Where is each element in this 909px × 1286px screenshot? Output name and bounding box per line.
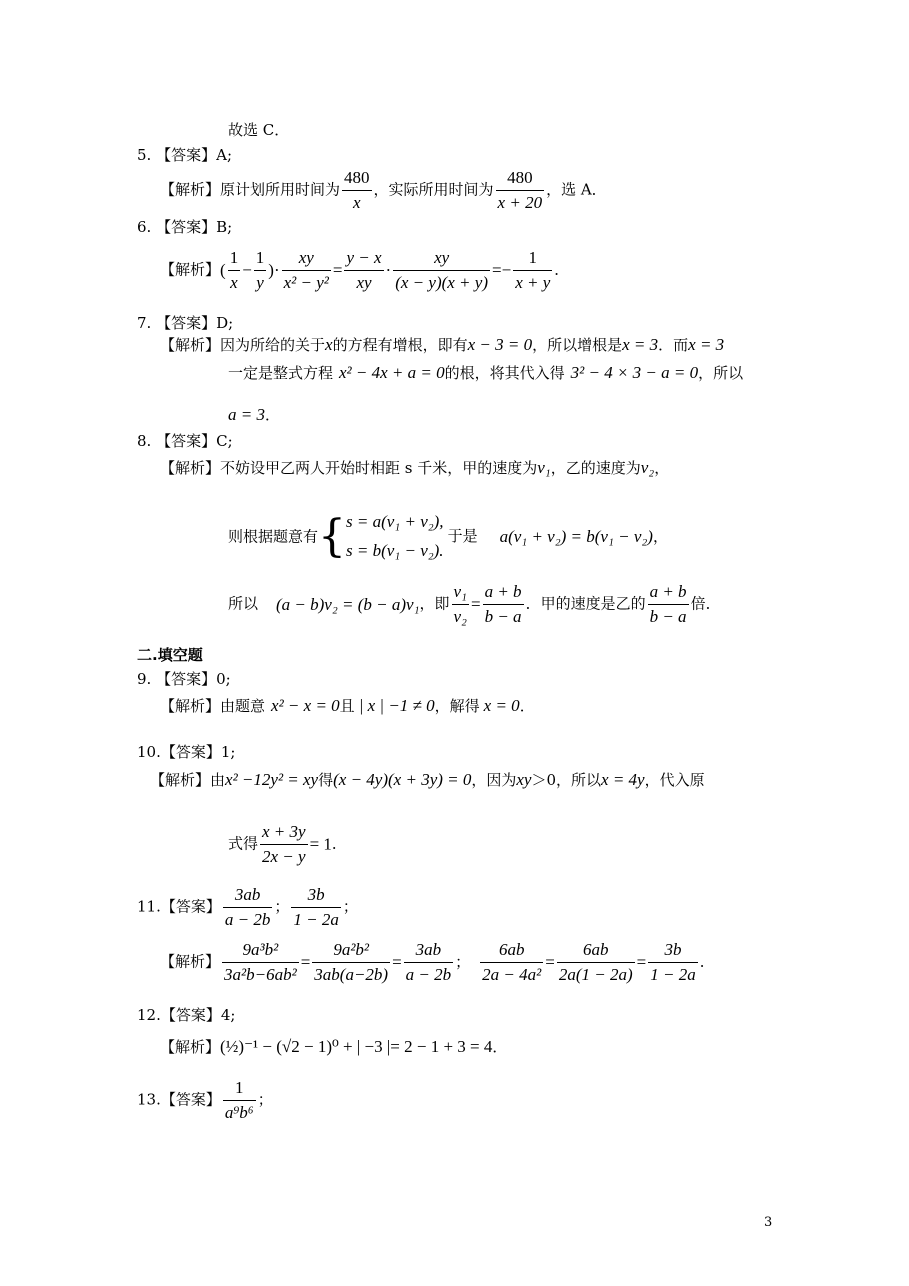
q6-frac-xy: $\frac{xy}{\text{x² − y²}}$	[283, 248, 329, 292]
q8-answer-line	[137, 434, 233, 449]
q10-analysis-label: 【解析】	[150, 771, 211, 789]
q7-analysis-line2: 一定是整式方程 x² − 4x + a = 0的根，将其代入得 3² − 4 × 3 − a = 0，所以	[228, 363, 744, 382]
q10-answer-line	[137, 745, 235, 760]
q9-answer: 0;	[216, 670, 231, 688]
q12-analysis-label: 【解析】	[160, 1038, 221, 1056]
q8-number: 8.	[137, 432, 152, 450]
q8-frac-ab: $\frac{a + b}{b - a}$	[484, 582, 522, 626]
q6-number: 6.	[137, 218, 152, 236]
q6-frac-1x: $\frac{1}{x}$	[229, 248, 239, 292]
q12-answer: 4;	[220, 1006, 236, 1024]
q8-analysis-line3: 所以 (a − b)v₂ = (b − a)v₁，即 $\frac{\text{v₁}}{\text{v₂}}$ = $\frac{a + b}{b - a}$ ．甲的速度是乙的 $\frac{a + b}{b - a}$ 倍．	[228, 582, 721, 626]
q6-frac-1y: $\frac{1}{y}$	[255, 248, 265, 292]
q12-analysis: 【解析】(½)⁻¹ − (√2 − 1)⁰ + | −3 |= 2 − 1 + 3 = 4．	[160, 1037, 508, 1056]
q5-frac2: $\frac{480}{x + 20}$	[497, 168, 543, 212]
q6-frac-ymx: $\frac{y - x}{xy}$	[346, 248, 382, 292]
q12-answer-label: 【答案】	[160, 1006, 221, 1024]
guxuan-text: 故选 C．	[228, 121, 290, 139]
q7-analysis-label: 【解析】	[160, 336, 221, 354]
q11-answer-frac1: $\frac{3ab}{a - 2b}$	[224, 885, 271, 929]
q13-answer-line: 13.【答案】 $\frac{1}{\text{a⁹b⁶}}$ ；	[137, 1078, 273, 1122]
q12-number: 12.	[137, 1006, 161, 1024]
q8-answer: C;	[216, 432, 233, 450]
q7-analysis-line1: 【解析】因为所给的关于x的方程有增根，即有x − 3 = 0，所以增根是x = 3．而x = 3	[160, 335, 725, 354]
q6-frac-result: $\frac{1}{x + y}$	[515, 248, 551, 292]
q5-number: 5.	[137, 146, 152, 164]
q6-answer: B;	[216, 218, 233, 236]
q6-answer-label: 【答案】	[156, 218, 217, 236]
q8-analysis-label: 【解析】	[160, 459, 221, 477]
q5-text: 原计划所用时间为	[220, 180, 341, 199]
q8-analysis-line1: 【解析】不妨设甲乙两人开始时相距 s 千米，甲的速度为v₁，乙的速度为v₂，	[160, 458, 670, 477]
section-title-fill-blank: 二.填空题	[137, 646, 203, 664]
q8-analysis-line2: 则根据题意有{ s = a(v₁ + v₂), s = b(v₁ − v₂). 于是 a(v₁ + v₂) = b(v₁ − v₂)，	[228, 508, 668, 566]
q12-answer-line	[137, 1008, 235, 1023]
q9-analysis-label: 【解析】	[160, 697, 221, 715]
q11-answer-label: 【答案】	[160, 897, 221, 916]
q11-frac-f: $\frac{3b}{1 - 2a}$	[650, 940, 696, 984]
q8-answer-label: 【答案】	[156, 432, 217, 450]
q6-analysis: 【解析】( $\frac{1}{x}$ − $\frac{1}{y}$ )· $\frac{xy}{\text{x² − y²}}$ = $\frac{y - x}{xy}$ · $\frac{xy}{(x - y)(x + y)}$ =− $\frac{1}{x + y}$ ．	[160, 248, 570, 292]
q5-frac1: $\frac{480}{x}$	[344, 168, 370, 212]
q10-frac: $\frac{x + 3y}{2x - y}$	[262, 822, 306, 866]
q7-answer-label: 【答案】	[156, 314, 217, 332]
q10-answer-label: 【答案】	[160, 743, 221, 761]
q7-number: 7.	[137, 314, 152, 332]
q11-frac-a: $\frac{\text{9a³b²}}{\text{3a²b−6ab²}}$	[224, 940, 297, 984]
q13-number: 13.	[137, 1090, 161, 1109]
q5-answer: A;	[216, 146, 232, 164]
q11-analysis-label: 【解析】	[160, 952, 221, 971]
q11-frac-b: $\frac{\text{9a²b²}}{3ab(a-2b)}$	[314, 940, 389, 984]
q11-frac-e: $\frac{6ab}{2a(1 - 2a)}$	[558, 940, 633, 984]
q5-answer-label: 【答案】	[156, 146, 217, 164]
q6-frac-den2: $\frac{xy}{(x - y)(x + y)}$	[395, 248, 488, 292]
q9-analysis: 【解析】由题意 x² − x = 0且 | x | −1 ≠ 0，解得 x = 0．	[160, 696, 535, 715]
q11-answer-frac2: $\frac{3b}{1 - 2a}$	[293, 885, 339, 929]
q10-answer: 1;	[220, 743, 236, 761]
q10-analysis-line2: 式得 $\frac{x + 3y}{2x - y}$ = 1．	[228, 822, 347, 866]
q10-number: 10.	[137, 743, 161, 761]
q6-answer-line	[137, 220, 232, 235]
q7-answer-line	[137, 316, 233, 331]
q11-frac-c: $\frac{3ab}{a - 2b}$	[405, 940, 452, 984]
q11-frac-d: $\frac{6ab}{\text{2a − 4a²}}$	[482, 940, 542, 984]
q9-answer-label: 【答案】	[156, 670, 217, 688]
q7-answer: D;	[216, 314, 234, 332]
q5-text3: ，选 A．	[546, 180, 607, 199]
q5-analysis	[160, 168, 607, 212]
q5-text2: ，实际所用时间为	[373, 180, 494, 199]
q7-analysis-line3: a = 3．	[228, 405, 280, 424]
page-number: 3	[764, 1215, 773, 1230]
q8-frac-v: $\frac{\text{v₁}}{\text{v₂}}$	[453, 582, 467, 626]
q6-analysis-label: 【解析】	[160, 260, 221, 279]
q11-number: 11.	[137, 897, 161, 916]
q8-system: s = a(v₁ + v₂), s = b(v₁ − v₂).	[346, 512, 444, 560]
q13-answer-frac: $\frac{1}{\text{a⁹b⁶}}$	[224, 1078, 254, 1122]
q8-frac-ab2: $\frac{a + b}{b - a}$	[649, 582, 687, 626]
q11-answer-line: 11.【答案】 $\frac{3ab}{a - 2b}$ ； $\frac{3b}{1 - 2a}$ ；	[137, 885, 358, 929]
q13-answer-label: 【答案】	[160, 1090, 221, 1109]
q11-analysis: 【解析】 $\frac{\text{9a³b²}}{\text{3a²b−6ab²}}$ = $\frac{\text{9a²b²}}{3ab(a-2b)}$ = $\frac{3ab}{a - 2b}$ ； $\frac{6ab}{\text{2a − 4a²}}$ = $\frac{6ab}{2a(1 - 2a)}$ = $\frac{3b}{1 - 2a}$ ．	[160, 940, 715, 984]
q5-analysis-label: 【解析】	[160, 180, 221, 199]
q9-number: 9.	[137, 670, 152, 688]
q10-analysis-line1: 【解析】由x² −12y² = xy得(x − 4y)(x + 3y) = 0，因为xy＞0，所以x = 4y，代入原	[150, 770, 705, 789]
q5-answer-line	[137, 148, 232, 163]
q9-answer-line	[137, 672, 231, 687]
